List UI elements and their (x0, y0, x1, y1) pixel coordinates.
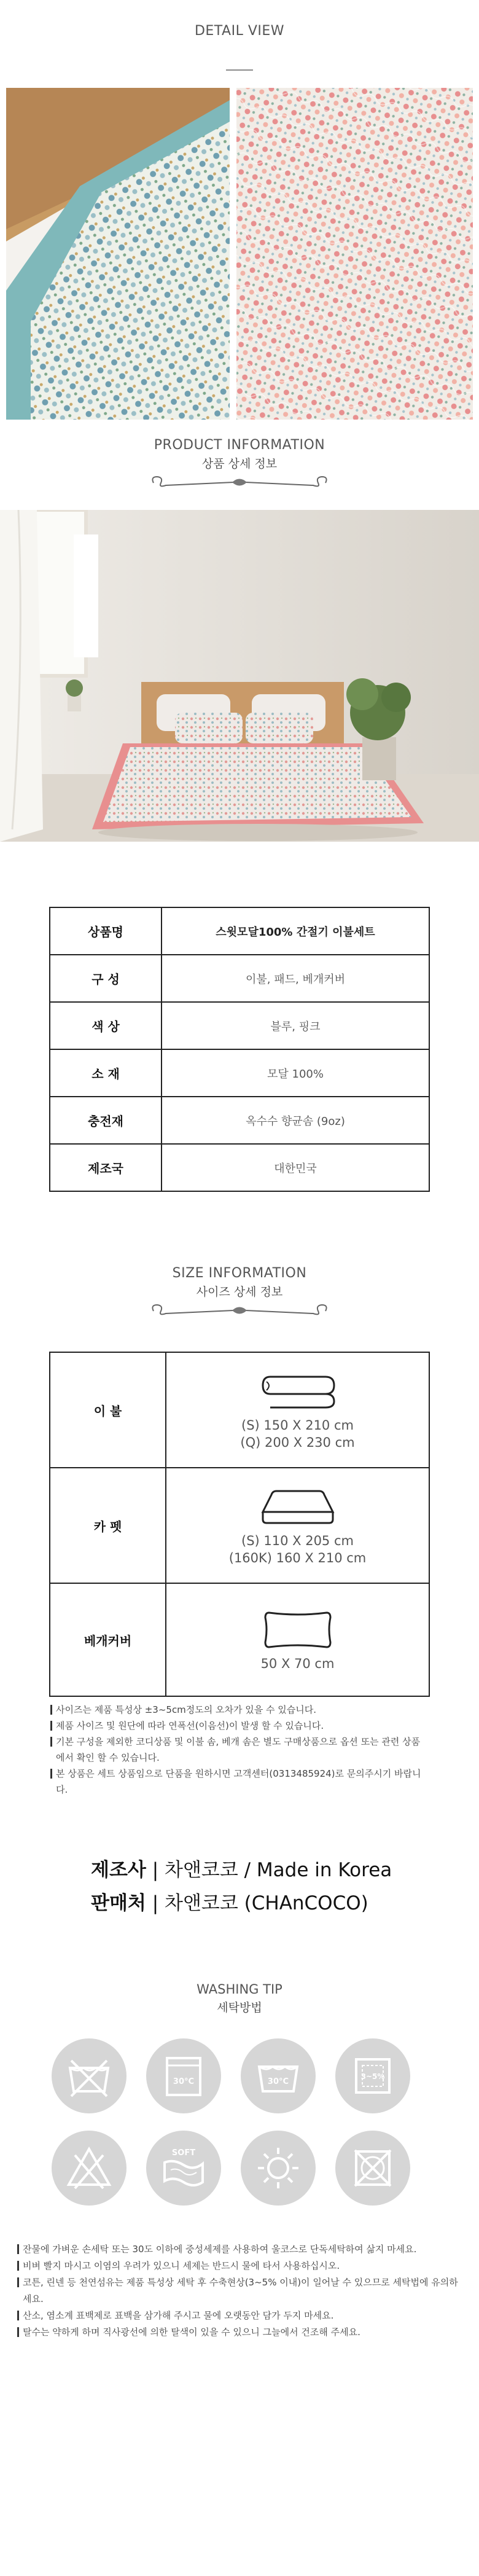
row-label: 이 불 (50, 1352, 166, 1468)
seller-line: 판매처 | 차앤코코 (CHAnCOCO) (91, 1892, 368, 1914)
svg-text:3~5%: 3~5% (360, 2072, 385, 2081)
washing-tips (17, 2241, 462, 2341)
tip-item: 비벼 빨지 마시고 이염의 우려가 있으니 세제는 반드시 물에 타서 사용하십시오. (17, 2258, 462, 2274)
size-cell (166, 1468, 429, 1583)
note-item: 본 상품은 세트 상품임으로 단품을 원하시면 고객센터(0313485924)로 문의주시기 바랍니다. (50, 1766, 425, 1798)
table-row (50, 955, 429, 1002)
size-line-1: (S) 150 X 210 cm (241, 1417, 354, 1433)
folded-blanket-icon (258, 1369, 338, 1412)
no-bleach-icon (52, 2131, 127, 2206)
table-row (50, 1097, 429, 1144)
bedroom-photo (0, 510, 479, 842)
no-machine-wash-icon (52, 2038, 127, 2113)
row-label: 베개커버 (50, 1583, 166, 1696)
product-info-subtitle: 상품 상세 정보 (201, 457, 278, 471)
svg-text:30°C: 30°C (267, 2077, 289, 2086)
table-row (50, 907, 429, 955)
row-value: 대한민국 (162, 1144, 429, 1191)
machine-wash-30-icon (146, 2038, 221, 2113)
size-cell (166, 1352, 429, 1468)
svg-text:30°C: 30°C (173, 2077, 195, 2086)
table-row (50, 1002, 429, 1049)
no-tumble-dry-icon (335, 2131, 410, 2206)
pillow-icon (258, 1608, 338, 1651)
row-label: 구 성 (50, 955, 162, 1002)
product-info-title: PRODUCT INFORMATION (154, 437, 325, 453)
manufacturer-line: 제조사 | 차앤코코 / Made in Korea (91, 1859, 392, 1881)
row-value: 블루, 핑크 (162, 1002, 429, 1049)
detail-view-title: DETAIL VIEW (194, 23, 285, 39)
note-item: 제품 사이즈 및 원단에 따라 연폭선(이음선)이 발생 할 수 있습니다. (50, 1718, 425, 1734)
shade-dry-icon (241, 2131, 316, 2206)
hand-wash-30-icon (241, 2038, 316, 2113)
row-label: 제조국 (50, 1144, 162, 1191)
table-row (50, 1144, 429, 1191)
table-row (50, 1468, 429, 1583)
flourish-ornament (147, 1300, 332, 1321)
row-label: 소 재 (50, 1049, 162, 1097)
mattress-pad-icon (258, 1485, 338, 1528)
washing-tip-subtitle: 세탁방법 (217, 2001, 262, 2014)
size-line-1: (S) 110 X 205 cm (241, 1533, 354, 1548)
detail-photo-pink (236, 88, 473, 420)
softener-icon (146, 2131, 221, 2206)
tip-item: 코튼, 린넨 등 천연섬유는 제품 특성상 세탁 후 수축현상(3~5% 이내)이 일어날 수 있으므로 세탁법에 유의하세요. (17, 2274, 462, 2308)
size-line-1: 50 X 70 cm (260, 1656, 335, 1671)
row-value: 옥수수 향균솜 (9oz) (162, 1097, 429, 1144)
tip-item: 탈수는 약하게 하며 직사광선에 의한 탈색이 있을 수 있으니 그늘에서 건조해 주세요. (17, 2324, 462, 2341)
size-line-2: (Q) 200 X 230 cm (240, 1435, 355, 1450)
size-notes (50, 1702, 425, 1798)
size-info-title: SIZE INFORMATION (172, 1266, 307, 1281)
flourish-ornament (147, 472, 332, 493)
size-info-subtitle: 사이즈 상세 정보 (196, 1285, 283, 1299)
divider (226, 69, 253, 71)
size-info-table (49, 1352, 430, 1697)
washing-tip-title: WASHING TIP (197, 1982, 282, 1997)
svg-text:SOFT: SOFT (171, 2148, 196, 2158)
tip-item: 잔물에 가벼운 손세탁 또는 30도 이하에 중성세제를 사용하여 울코스로 단독세탁하여 삶지 마세요. (17, 2241, 462, 2258)
row-label: 충전재 (50, 1097, 162, 1144)
row-label: 색 상 (50, 1002, 162, 1049)
note-item: 기본 구성을 제외한 코디상품 및 이불 솜, 베개 솜은 별도 구매상품으로 옵션 또는 관련 상품에서 확인 할 수 있습니다. (50, 1734, 425, 1766)
shrinkage-icon (335, 2038, 410, 2113)
note-item: 사이즈는 제품 특성상 ±3~5cm정도의 오차가 있을 수 있습니다. (50, 1702, 425, 1718)
size-line-2: (160K) 160 X 210 cm (228, 1550, 367, 1565)
product-info-table (49, 907, 430, 1192)
row-value: 스윗모달100% 간절기 이불세트 (162, 907, 429, 955)
tip-item: 산소, 염소계 표백제로 표백을 삼가해 주시고 물에 오랫동안 담가 두지 마세요. (17, 2308, 462, 2324)
detail-photo-blue (6, 88, 230, 420)
size-cell (166, 1583, 429, 1696)
row-value: 이불, 패드, 베개커버 (162, 955, 429, 1002)
row-value: 모달 100% (162, 1049, 429, 1097)
row-label: 상품명 (50, 907, 162, 955)
table-row (50, 1049, 429, 1097)
row-label: 카 펫 (50, 1468, 166, 1583)
table-row (50, 1583, 429, 1696)
table-row (50, 1352, 429, 1468)
